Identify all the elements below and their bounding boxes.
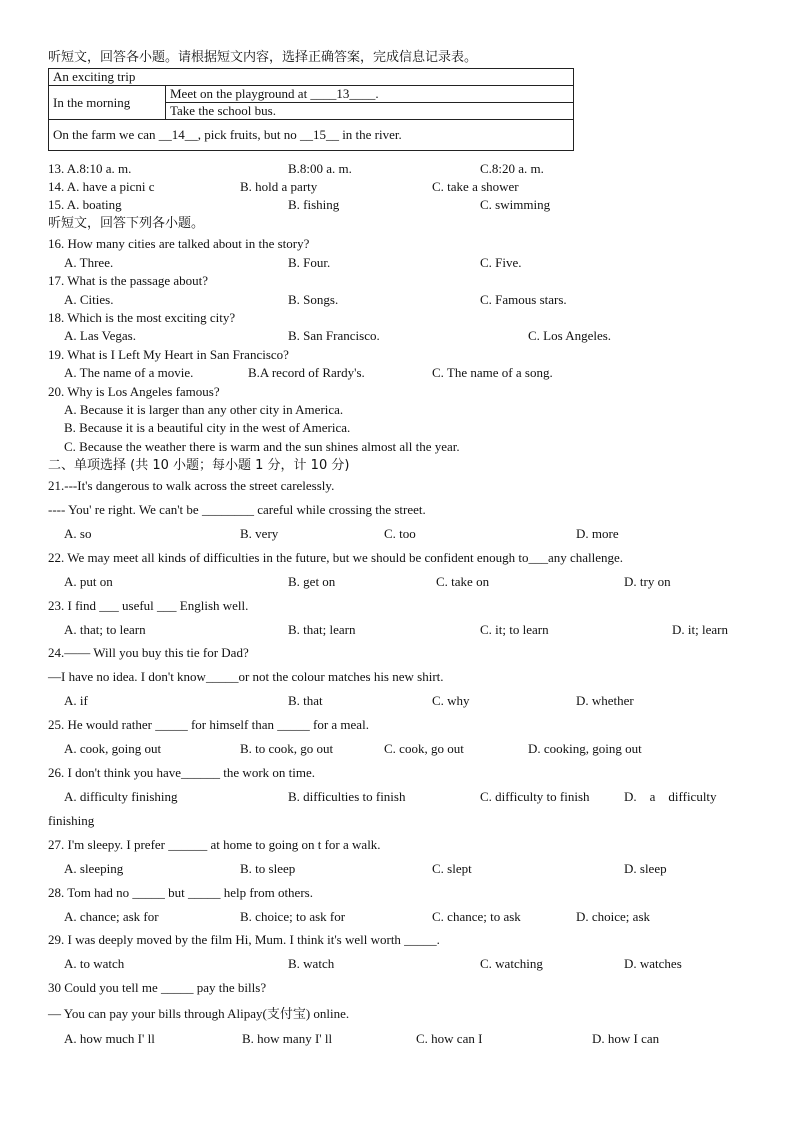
q24-option-b: B. that <box>288 693 323 708</box>
q30-option-a: A. how much I' ll <box>64 1031 155 1046</box>
q29-option-a: A. to watch <box>64 956 125 971</box>
q23-option-d: D. it; learn <box>672 622 728 637</box>
q15-option-c: C. swimming <box>480 197 551 212</box>
q28-option-c: C. chance; to ask <box>432 909 521 924</box>
q23-option-b: B. that; learn <box>288 622 356 637</box>
q27-option-b: B. to sleep <box>240 861 296 876</box>
q25-stem: 25. He would rather _____ for himself than _____ for a meal. <box>48 717 369 732</box>
q22-option-d: D. try on <box>624 574 671 589</box>
info-record-table <box>48 68 574 151</box>
section1-instruction: 听短文，回答各小题。请根据短文内容，选择正确答案，完成信息记录表。 <box>48 50 478 65</box>
q18-stem: 18. Which is the most exciting city? <box>48 310 236 325</box>
q21-option-b: B. very <box>240 526 279 541</box>
q26-option-d-cont: finishing <box>48 813 95 828</box>
q28-stem: 28. Tom had no _____ but _____ help from others. <box>48 885 313 900</box>
q30-stem-reply: — You can pay your bills through Alipay(支付宝) online. <box>48 1006 350 1021</box>
q27-option-c: C. slept <box>432 861 472 876</box>
q13-option-a: 13. A.8:10 a. m. <box>48 161 132 176</box>
q14-option-b: B. hold a party <box>240 179 318 194</box>
q26-option-d: D. a difficulty <box>624 789 717 804</box>
q18-option-a: A. Las Vegas. <box>64 328 136 343</box>
table-row-label: In the morning <box>49 86 166 120</box>
q20-option-c: C. Because the weather there is warm and the sun shines almost all the year. <box>64 439 460 454</box>
q28-option-d: D. choice; ask <box>576 909 651 924</box>
q23-option-a: A. that; to learn <box>64 622 146 637</box>
q22-option-c: C. take on <box>436 574 490 589</box>
section3-heading: 二、单项选择 (共 10 小题；每小题 1 分，计 10 分) <box>48 458 350 473</box>
q21-stem: 21.---It's dangerous to walk across the street carelessly. <box>48 478 335 493</box>
table-title: An exciting trip <box>49 69 574 86</box>
table-cell-farm: On the farm we can __14__, pick fruits, but no __15__ in the river. <box>49 120 574 151</box>
q20-stem: 20. Why is Los Angeles famous? <box>48 384 220 399</box>
q13-option-c: C.8:20 a. m. <box>480 161 544 176</box>
q20-option-b: B. Because it is a beautiful city in the west of America. <box>64 420 351 435</box>
q15-option-b: B. fishing <box>288 197 340 212</box>
q17-option-a: A. Cities. <box>64 292 114 307</box>
q30-option-b: B. how many I' ll <box>242 1031 333 1046</box>
q30-stem: 30 Could you tell me _____ pay the bills? <box>48 980 267 995</box>
table-cell-bus: Take the school bus. <box>166 103 574 120</box>
q17-option-c: C. Famous stars. <box>480 292 567 307</box>
q28-option-a: A. chance; ask for <box>64 909 159 924</box>
q29-stem: 29. I was deeply moved by the film Hi, Mum. I think it's well worth _____. <box>48 932 440 947</box>
q16-stem: 16. How many cities are talked about in the story? <box>48 236 310 251</box>
q21-stem-reply: ---- You' re right. We can't be ________ careful while crossing the street. <box>48 502 426 517</box>
q20-option-a: A. Because it is larger than any other city in America. <box>64 402 344 417</box>
q19-stem: 19. What is I Left My Heart in San Francisco? <box>48 347 289 362</box>
q24-option-a: A. if <box>64 693 88 708</box>
q25-option-c: C. cook, go out <box>384 741 464 756</box>
q19-option-b: B.A record of Rardy's. <box>248 365 365 380</box>
q28-option-b: B. choice; to ask for <box>240 909 346 924</box>
q19-option-c: C. The name of a song. <box>432 365 553 380</box>
q24-option-d: D. whether <box>576 693 634 708</box>
q29-option-d: D. watches <box>624 956 682 971</box>
q30-option-c: C. how can I <box>416 1031 483 1046</box>
q16-option-a: A. Three. <box>64 255 114 270</box>
q27-stem: 27. I'm sleepy. I prefer ______ at home to going on t for a walk. <box>48 837 381 852</box>
q13-option-b: B.8:00 a. m. <box>288 161 352 176</box>
q25-option-a: A. cook, going out <box>64 741 162 756</box>
q19-option-a: A. The name of a movie. <box>64 365 194 380</box>
q17-stem: 17. What is the passage about? <box>48 273 209 288</box>
q21-option-a: A. so <box>64 526 92 541</box>
q18-option-c: C. Los Angeles. <box>528 328 612 343</box>
q16-option-c: C. Five. <box>480 255 522 270</box>
q23-option-c: C. it; to learn <box>480 622 549 637</box>
q22-option-b: B. get on <box>288 574 336 589</box>
q23-stem: 23. I find ___ useful ___ English well. <box>48 598 249 613</box>
q16-option-b: B. Four. <box>288 255 331 270</box>
q30-option-d: D. how I can <box>592 1031 660 1046</box>
q22-option-a: A. put on <box>64 574 113 589</box>
q17-option-b: B. Songs. <box>288 292 339 307</box>
q22-stem: 22. We may meet all kinds of difficulties in the future, but we should be confident enough to___any challenge. <box>48 550 624 565</box>
q25-option-d: D. cooking, going out <box>528 741 642 756</box>
q24-stem: 24.—— Will you buy this tie for Dad? <box>48 645 249 660</box>
q15-option-a: 15. A. boating <box>48 197 122 212</box>
table-cell-meet: Meet on the playground at ____13____. <box>166 86 574 103</box>
q14-option-c: C. take a shower <box>432 179 519 194</box>
q26-option-a: A. difficulty finishing <box>64 789 178 804</box>
q21-option-d: D. more <box>576 526 619 541</box>
q27-option-a: A. sleeping <box>64 861 124 876</box>
q29-option-b: B. watch <box>288 956 335 971</box>
q26-option-b: B. difficulties to finish <box>288 789 406 804</box>
section2-instruction: 听短文，回答下列各小题。 <box>48 216 205 231</box>
q24-option-c: C. why <box>432 693 470 708</box>
q27-option-d: D. sleep <box>624 861 667 876</box>
q25-option-b: B. to cook, go out <box>240 741 334 756</box>
q26-stem: 26. I don't think you have______ the work on time. <box>48 765 316 780</box>
q26-option-c: C. difficulty to finish <box>480 789 590 804</box>
q29-option-c: C. watching <box>480 956 543 971</box>
q18-option-b: B. San Francisco. <box>288 328 380 343</box>
q21-option-c: C. too <box>384 526 416 541</box>
q24-stem-reply: —I have no idea. I don't know_____or not the colour matches his new shirt. <box>48 669 444 684</box>
q14-option-a: 14. A. have a picni c <box>48 179 155 194</box>
